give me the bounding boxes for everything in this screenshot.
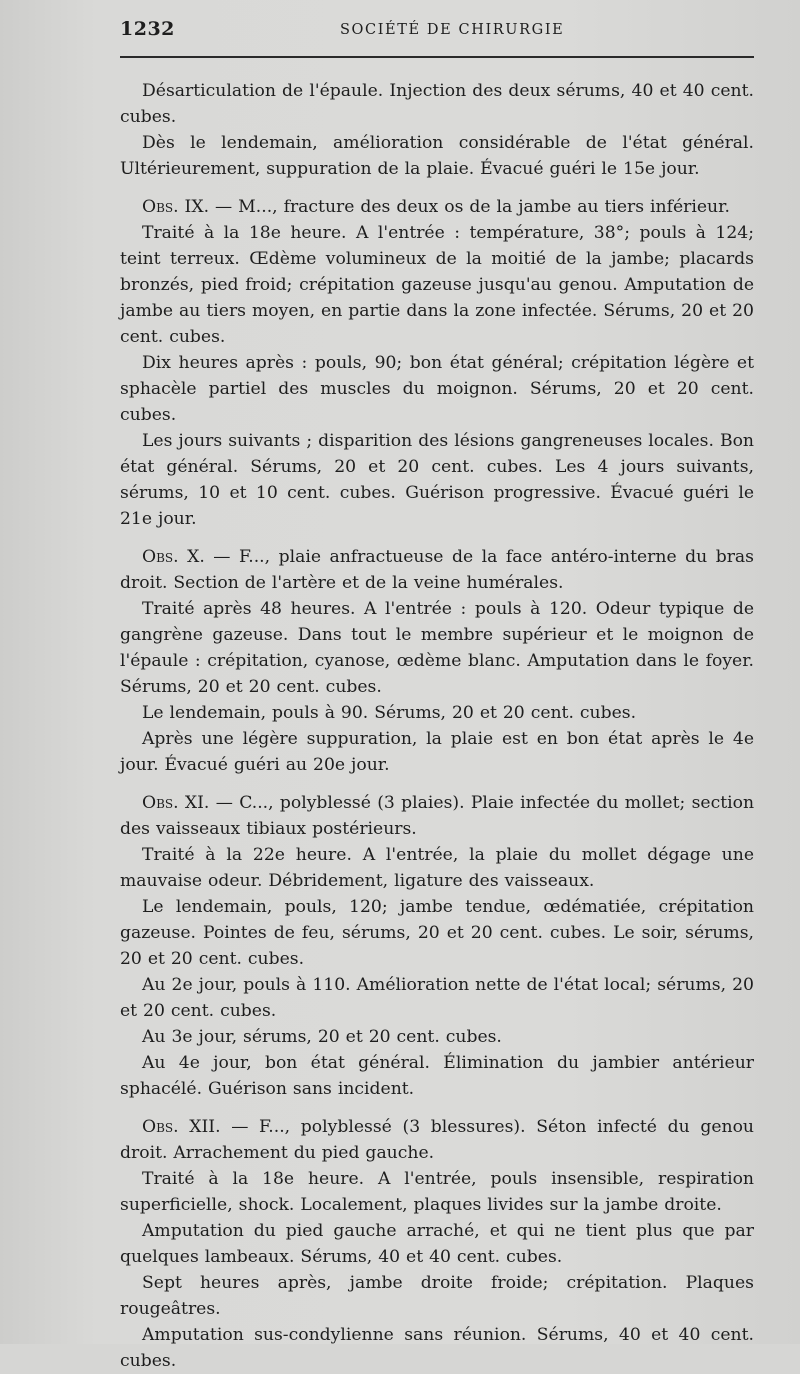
observation-heading: Obs. X. — F..., plaie anfractueuse de la face antéro-interne du bras droit. Section de l'artère et de la veine humérales. [120, 547, 754, 593]
paragraph: Le lendemain, pouls, 120; jambe tendue, œdématiée, crépitation gazeuse. Pointes de feu, sérums, 20 et 20 cent. cubes. Le soir, sérums, 20 et 20 cent. cubes. [120, 897, 754, 969]
running-head: SOCIÉTÉ DE CHIRURGIE [340, 22, 565, 38]
observation-label: Obs. XII. [142, 1117, 221, 1137]
observation-label: Obs. IX. [142, 197, 210, 217]
observation-heading: Obs. XII. — F..., polyblessé (3 blessures). Séton infecté du genou droit. Arrachement du pied gauche. [120, 1117, 754, 1163]
paragraph: Dès le lendemain, amélioration considérable de l'état général. Ultérieurement, suppuration de la plaie. Évacué guéri le 15e jour. [120, 133, 754, 179]
paragraph: Après une légère suppuration, la plaie est en bon état après le 4e jour. Évacué guéri au 20e jour. [120, 729, 754, 775]
paragraph: Traité à la 22e heure. A l'entrée, la plaie du mollet dégage une mauvaise odeur. Débridement, ligature des vaisseaux. [120, 845, 754, 891]
observation-heading: Obs. XI. — C..., polyblessé (3 plaies). Plaie infectée du mollet; section des vaisseaux tibiaux postérieurs. [120, 793, 755, 839]
page-number: 1232 [120, 18, 175, 40]
paragraph: Les jours suivants ; disparition des lésions gangreneuses locales. Bon état général. Sérums, 20 et 20 cent. cubes. Les 4 jours suivants, sérums, 10 et 10 cent. cubes. Guérison progressive. Évacué guéri le 21e jour. [120, 431, 754, 529]
header-rule [120, 56, 754, 58]
paragraph: Traité à la 18e heure. A l'entrée, pouls insensible, respiration superficielle, shock. Localement, plaques livides sur la jambe droite. [120, 1169, 754, 1215]
body-text [120, 60, 754, 1374]
paragraph: Amputation sus-condylienne sans réunion. Sérums, 40 et 40 cent. cubes. [120, 1325, 754, 1371]
paragraph: Désarticulation de l'épaule. Injection des deux sérums, 40 et 40 cent. cubes. [120, 81, 754, 127]
paragraph: Sept heures après, jambe droite froide; crépitation. Plaques rougeâtres. [120, 1273, 754, 1319]
paragraph: Amputation du pied gauche arraché, et qui ne tient plus que par quelques lambeaux. Sérums, 40 et 40 cent. cubes. [120, 1221, 754, 1267]
observation-heading: Obs. IX. — M..., fracture des deux os de la jambe au tiers inférieur. [142, 197, 730, 217]
paragraph: Le lendemain, pouls à 90. Sérums, 20 et 20 cent. cubes. [142, 703, 637, 723]
observation-label: Obs. X. [142, 547, 205, 567]
paragraph: Dix heures après : pouls, 90; bon état général; crépitation légère et sphacèle partiel des muscles du moignon. Sérums, 20 et 20 cent. cubes. [120, 353, 754, 425]
paragraph: Au 3e jour, sérums, 20 et 20 cent. cubes. [142, 1027, 502, 1047]
observation-label: Obs. XI. [142, 793, 210, 813]
paragraph: Au 2e jour, pouls à 110. Amélioration nette de l'état local; sérums, 20 et 20 cent. cubes. [120, 975, 754, 1021]
page-header [120, 0, 754, 60]
paragraph: Traité à la 18e heure. A l'entrée : température, 38°; pouls à 124; teint terreux. Œdème volumineux de la moitié de la jambe; placards bronzés, pied froid; crépitation gazeuse jusqu'au genou. Amputation de jambe au tiers moyen, en partie dans la zone infectée. Sérums, 20 et 20 cent. cubes. [120, 223, 754, 347]
paragraph: Traité après 48 heures. A l'entrée : pouls à 120. Odeur typique de gangrène gazeuse. Dans tout le membre supérieur et le moignon de l'épaule : crépitation, cyanose, œdème blanc. Amputation dans le foyer. Sérums, 20 et 20 cent. cubes. [120, 599, 754, 697]
paragraph: Au 4e jour, bon état général. Élimination du jambier antérieur sphacélé. Guérison sans incident. [120, 1053, 754, 1099]
